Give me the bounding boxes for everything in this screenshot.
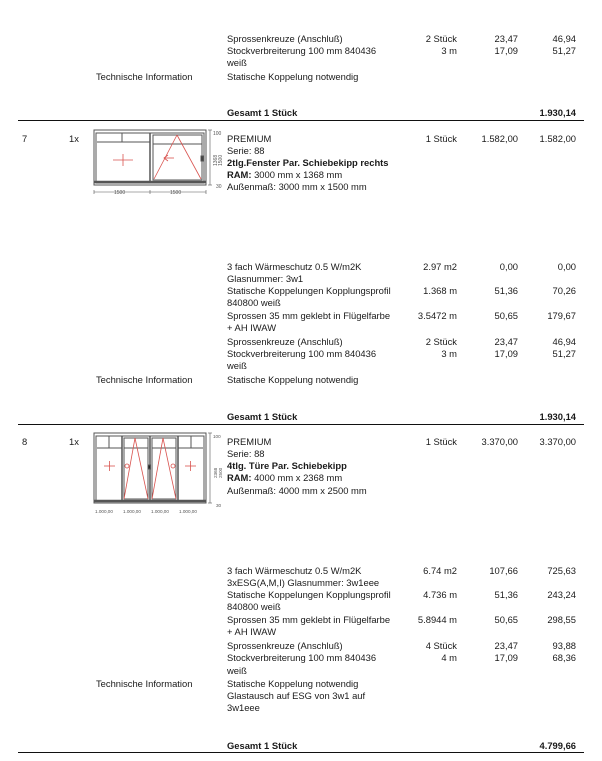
line-desc: Stockverbreiterung 100 mm 840436 (227, 348, 377, 359)
dim-bottom-1: 1.000,00 (95, 509, 113, 514)
tech-info-label: Technische Information (96, 71, 193, 82)
sum-value: 1.930,14 (539, 411, 576, 422)
position-count: 1x (69, 436, 79, 447)
dim-bottom-right: 30 (216, 503, 222, 508)
sum-label: Gesamt 1 Stück (227, 107, 298, 118)
line-unit-price: 23,47 (494, 640, 518, 651)
line-desc: Stockverbreiterung 100 mm 840436 (227, 652, 377, 663)
section-divider (18, 752, 584, 753)
line-unit-price: 51,36 (494, 285, 518, 296)
window-drawing-8 (92, 431, 224, 519)
line-unit-price: 17,09 (494, 348, 518, 359)
line-desc: 3 fach Wärmeschutz 0.5 W/m2K (227, 565, 362, 576)
line-desc: Sprossen 35 mm geklebt in Flügelfarbe (227, 614, 391, 625)
line-unit-price: 17,09 (494, 652, 518, 663)
line-unit-price: 50,65 (494, 310, 518, 321)
ram-value: 3000 mm x 1368 mm (251, 169, 343, 180)
line-desc-cont: Glasnummer: 3w1 (227, 273, 304, 284)
product-line: PREMIUM (227, 436, 272, 447)
line-desc-cont: 840800 weiß (227, 601, 281, 612)
line-desc-cont: 3xESG(A,M,I) Glasnummer: 3w1eee (227, 577, 380, 588)
sash-3 (152, 438, 176, 499)
line-total: 298,55 (547, 614, 576, 625)
line-qty: 6.74 m2 (423, 565, 457, 576)
line-total: 70,26 (552, 285, 576, 296)
line-desc-cont: weiß (227, 360, 247, 371)
product-series: Serie: 88 (227, 145, 265, 156)
product-unit-price: 1.582,00 (481, 133, 518, 144)
line-qty: 4 Stück (425, 640, 457, 651)
line-total: 51,27 (552, 348, 576, 359)
tech-info-text: Statische Koppelung notwendig (227, 678, 359, 689)
product-total: 3.370,00 (539, 436, 576, 447)
product-outer-size: Außenmaß: 3000 mm x 1500 mm (227, 181, 367, 192)
line-desc-cont: + AH IWAW (227, 626, 277, 637)
sum-label: Gesamt 1 Stück (227, 740, 298, 751)
line-total: 46,94 (552, 336, 576, 347)
line-total: 93,88 (552, 640, 576, 651)
line-total: 0,00 (557, 261, 576, 272)
tech-info-label: Technische Information (96, 678, 193, 689)
sash-2 (124, 438, 148, 499)
line-qty: 3 m (441, 45, 457, 56)
dim-right-1: 1368 (213, 154, 219, 166)
product-ram (227, 472, 342, 483)
line-qty: 2 Stück (425, 33, 457, 44)
line-qty: 2 Stück (425, 336, 457, 347)
position-number: 8 (22, 436, 28, 447)
line-desc-cont: weiß (227, 57, 247, 68)
line-unit-price: 107,66 (489, 565, 518, 576)
section-divider (18, 120, 584, 121)
line-qty: 4 m (441, 652, 457, 663)
window-drawing-7 (92, 128, 224, 200)
dim-bottom-2: 1500 (170, 190, 182, 196)
tech-info-text: Statische Koppelung notwendig (227, 374, 359, 385)
line-unit-price: 50,65 (494, 614, 518, 625)
line-desc-cont: + AH IWAW (227, 322, 277, 333)
sum-value: 1.930,14 (539, 107, 576, 118)
line-unit-price: 23,47 (494, 336, 518, 347)
line-unit-price: 23,47 (494, 33, 518, 44)
dim-top: 100 (213, 434, 221, 439)
tech-info-label: Technische Information (96, 374, 193, 385)
product-outer-size: Außenmaß: 4000 mm x 2500 mm (227, 485, 367, 496)
position-number: 7 (22, 133, 28, 144)
line-total: 243,24 (547, 589, 576, 600)
product-qty: 1 Stück (425, 436, 457, 447)
tech-info-text: Statische Koppelung notwendig (227, 71, 359, 82)
product-unit-price: 3.370,00 (481, 436, 518, 447)
tech-info-text: 3w1eee (227, 702, 260, 713)
line-qty: 3 m (441, 348, 457, 359)
line-unit-price: 0,00 (499, 261, 518, 272)
line-desc: Sprossenkreuze (Anschluß) (227, 336, 343, 347)
dim-top: 100 (213, 131, 222, 137)
product-total: 1.582,00 (539, 133, 576, 144)
product-qty: 1 Stück (425, 133, 457, 144)
line-desc: Stockverbreiterung 100 mm 840436 (227, 45, 377, 56)
dim-bottom-2: 1.000,00 (123, 509, 141, 514)
dim-bottom-4: 1.000,00 (179, 509, 197, 514)
ram-value: 4000 mm x 2368 mm (251, 472, 343, 483)
line-desc: Sprossenkreuze (Anschluß) (227, 33, 343, 44)
line-desc: 3 fach Wärmeschutz 0.5 W/m2K (227, 261, 362, 272)
line-desc-cont: weiß (227, 665, 247, 676)
line-total: 179,67 (547, 310, 576, 321)
product-title: 2tlg.Fenster Par. Schiebekipp rechts (227, 157, 389, 168)
line-desc: Statische Koppelungen Kopplungsprofil (227, 589, 391, 600)
line-qty: 4.736 m (423, 589, 457, 600)
line-qty: 5.8944 m (417, 614, 457, 625)
product-title: 4tlg. Türe Par. Schiebekipp (227, 460, 347, 471)
line-qty: 3.5472 m (417, 310, 457, 321)
dim-right-2: 2500 (218, 467, 223, 478)
line-desc: Sprossenkreuze (Anschluß) (227, 640, 343, 651)
sash-right (153, 135, 202, 180)
product-line: PREMIUM (227, 133, 272, 144)
dim-right-2: 1500 (218, 154, 224, 166)
section-divider (18, 424, 584, 425)
line-qty: 2.97 m2 (423, 261, 457, 272)
line-unit-price: 51,36 (494, 589, 518, 600)
product-ram (227, 169, 342, 180)
product-series: Serie: 88 (227, 448, 265, 459)
position-count: 1x (69, 133, 79, 144)
ram-label: RAM: (227, 169, 252, 180)
sum-label: Gesamt 1 Stück (227, 411, 298, 422)
line-total: 46,94 (552, 33, 576, 44)
line-qty: 1.368 m (423, 285, 457, 296)
dim-bottom-1: 1500 (114, 190, 126, 196)
line-total: 51,27 (552, 45, 576, 56)
dim-bottom-right: 30 (216, 184, 222, 190)
line-unit-price: 17,09 (494, 45, 518, 56)
tech-info-text: Glastausch auf ESG von 3w1 auf (227, 690, 366, 701)
ram-label: RAM: (227, 472, 252, 483)
line-total: 68,36 (552, 652, 576, 663)
sum-value: 4.799,66 (539, 740, 576, 751)
line-total: 725,63 (547, 565, 576, 576)
dim-right-1: 2368 (213, 467, 218, 478)
dim-bottom-3: 1.000,00 (151, 509, 169, 514)
line-desc-cont: 840800 weiß (227, 297, 281, 308)
line-desc: Sprossen 35 mm geklebt in Flügelfarbe (227, 310, 391, 321)
line-desc: Statische Koppelungen Kopplungsprofil (227, 285, 391, 296)
